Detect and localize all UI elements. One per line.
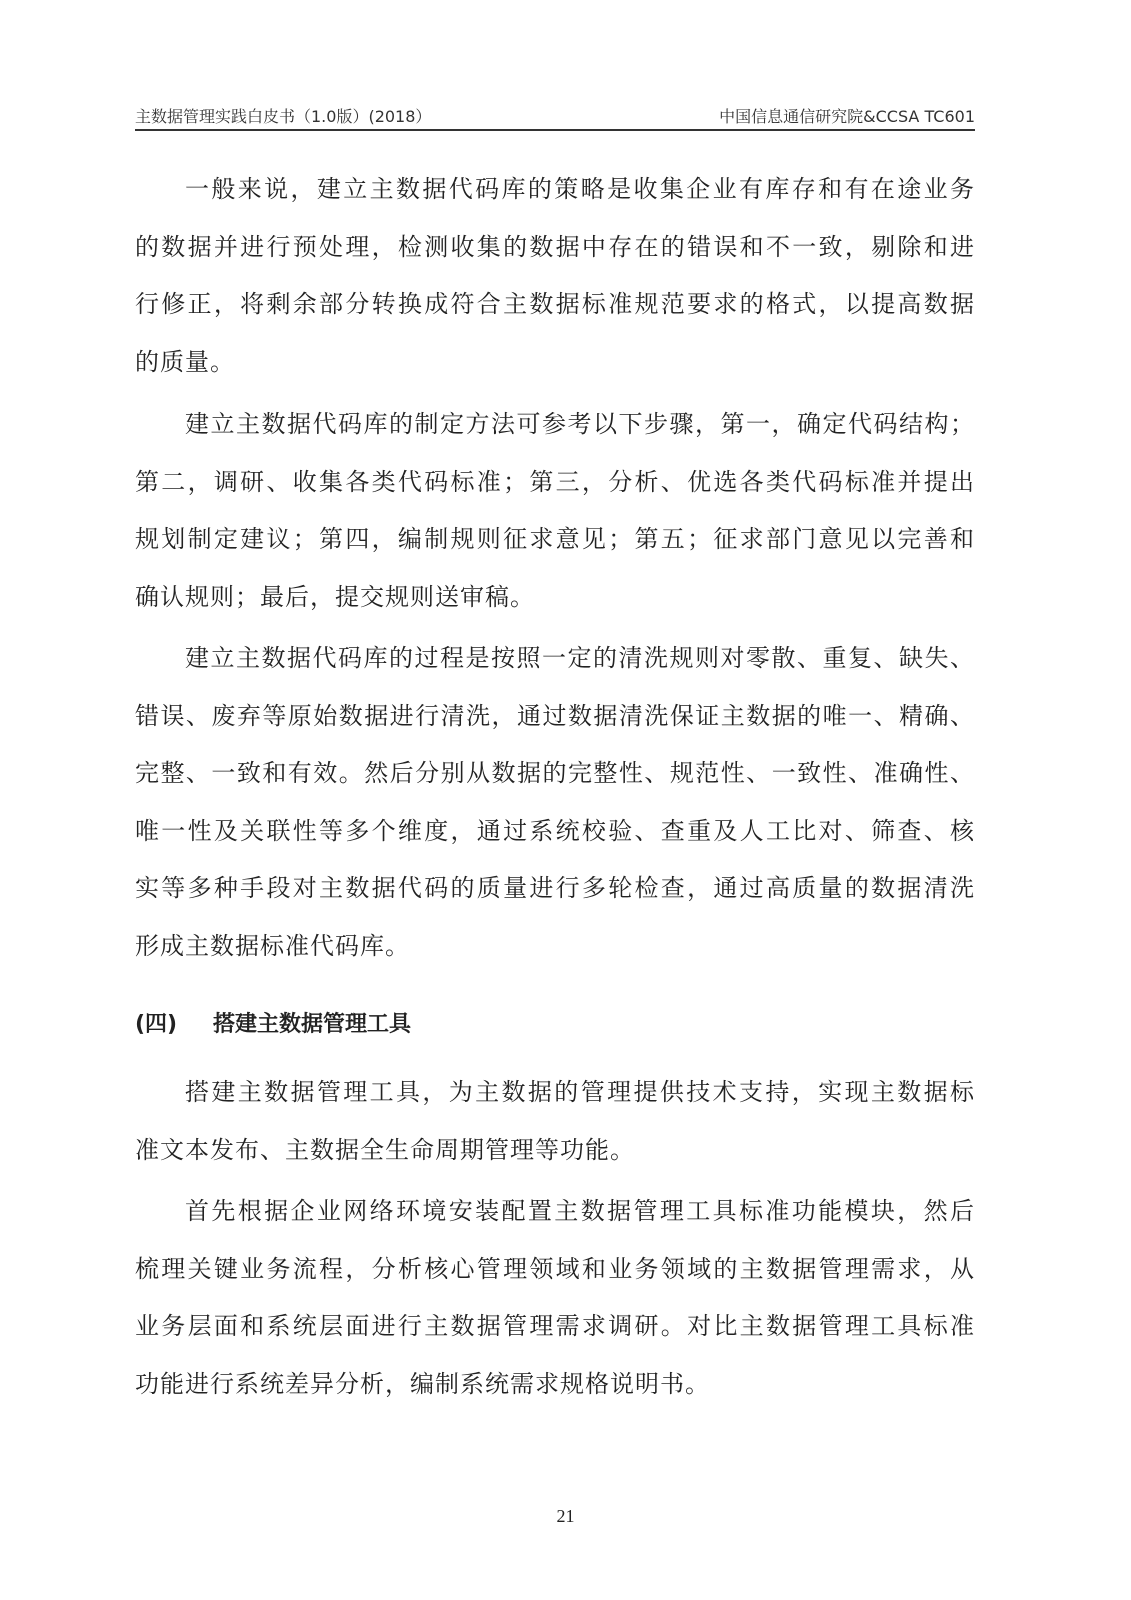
- text-line: 建立主数据代码库的过程是按照一定的清洗规则对零散、重复、缺失、: [185, 644, 975, 672]
- text-line: 业务层面和系统层面进行主数据管理需求调研。对比主数据管理工具标准: [135, 1312, 975, 1340]
- section-heading: [135, 1007, 411, 1038]
- section-title: 搭建主数据管理工具: [213, 1012, 412, 1037]
- text-line: 确认规则；最后，提交规则送审稿。: [135, 582, 535, 611]
- paragraph: [135, 630, 975, 975]
- text-line: 形成主数据标准代码库。: [135, 931, 410, 960]
- text-line: 实等多种手段对主数据代码的质量进行多轮检查，通过高质量的数据清洗: [135, 874, 975, 902]
- text-line: 错误、废弃等原始数据进行清洗，通过数据清洗保证主数据的唯一、精确、: [135, 701, 975, 730]
- text-line: 建立主数据代码库的制定方法可参考以下步骤，第一，确定代码结构；: [185, 410, 975, 438]
- running-header-title: 主数据管理实践白皮书（1.0版）(2018）: [135, 107, 432, 126]
- text-line: 的质量。: [135, 347, 235, 376]
- text-line: 搭建主数据管理工具，为主数据的管理提供技术支持，实现主数据标: [185, 1078, 975, 1106]
- text-line: 唯一性及关联性等多个维度，通过系统校验、查重及人工比对、筛查、核: [135, 816, 975, 845]
- text-line: 完整、一致和有效。然后分别从数据的完整性、规范性、一致性、准确性、: [135, 759, 975, 787]
- text-line: 功能进行系统差异分析，编制系统需求规格说明书。: [135, 1369, 710, 1398]
- paragraph: [135, 161, 975, 391]
- text-line: 梳理关键业务流程，分析核心管理领域和业务领域的主数据管理需求，从: [135, 1254, 975, 1283]
- page-number: 21: [556, 1506, 575, 1526]
- text-line: 的数据并进行预处理，检测收集的数据中存在的错误和不一致，剔除和进: [135, 232, 975, 261]
- header-divider: [135, 129, 975, 131]
- text-line: 一般来说，建立主数据代码库的策略是收集企业有库存和有在途业务: [185, 175, 975, 203]
- paragraph: [135, 1064, 975, 1179]
- section-number: (四): [135, 1012, 178, 1037]
- paragraph: [135, 1183, 975, 1413]
- text-line: 规划制定建议；第四，编制规则征求意见；第五；征求部门意见以完善和: [135, 525, 975, 553]
- text-line: 准文本发布、主数据全生命周期管理等功能。: [135, 1135, 635, 1164]
- paragraph: [135, 396, 975, 626]
- text-line: 首先根据企业网络环境安装配置主数据管理工具标准功能模块，然后: [185, 1197, 975, 1225]
- text-line: 行修正，将剩余部分转换成符合主数据标准规范要求的格式，以提高数据: [135, 290, 975, 318]
- text-line: 第二，调研、收集各类代码标准；第三，分析、优选各类代码标准并提出: [135, 467, 975, 496]
- running-header-org: 中国信息通信研究院&CCSA TC601: [719, 107, 975, 126]
